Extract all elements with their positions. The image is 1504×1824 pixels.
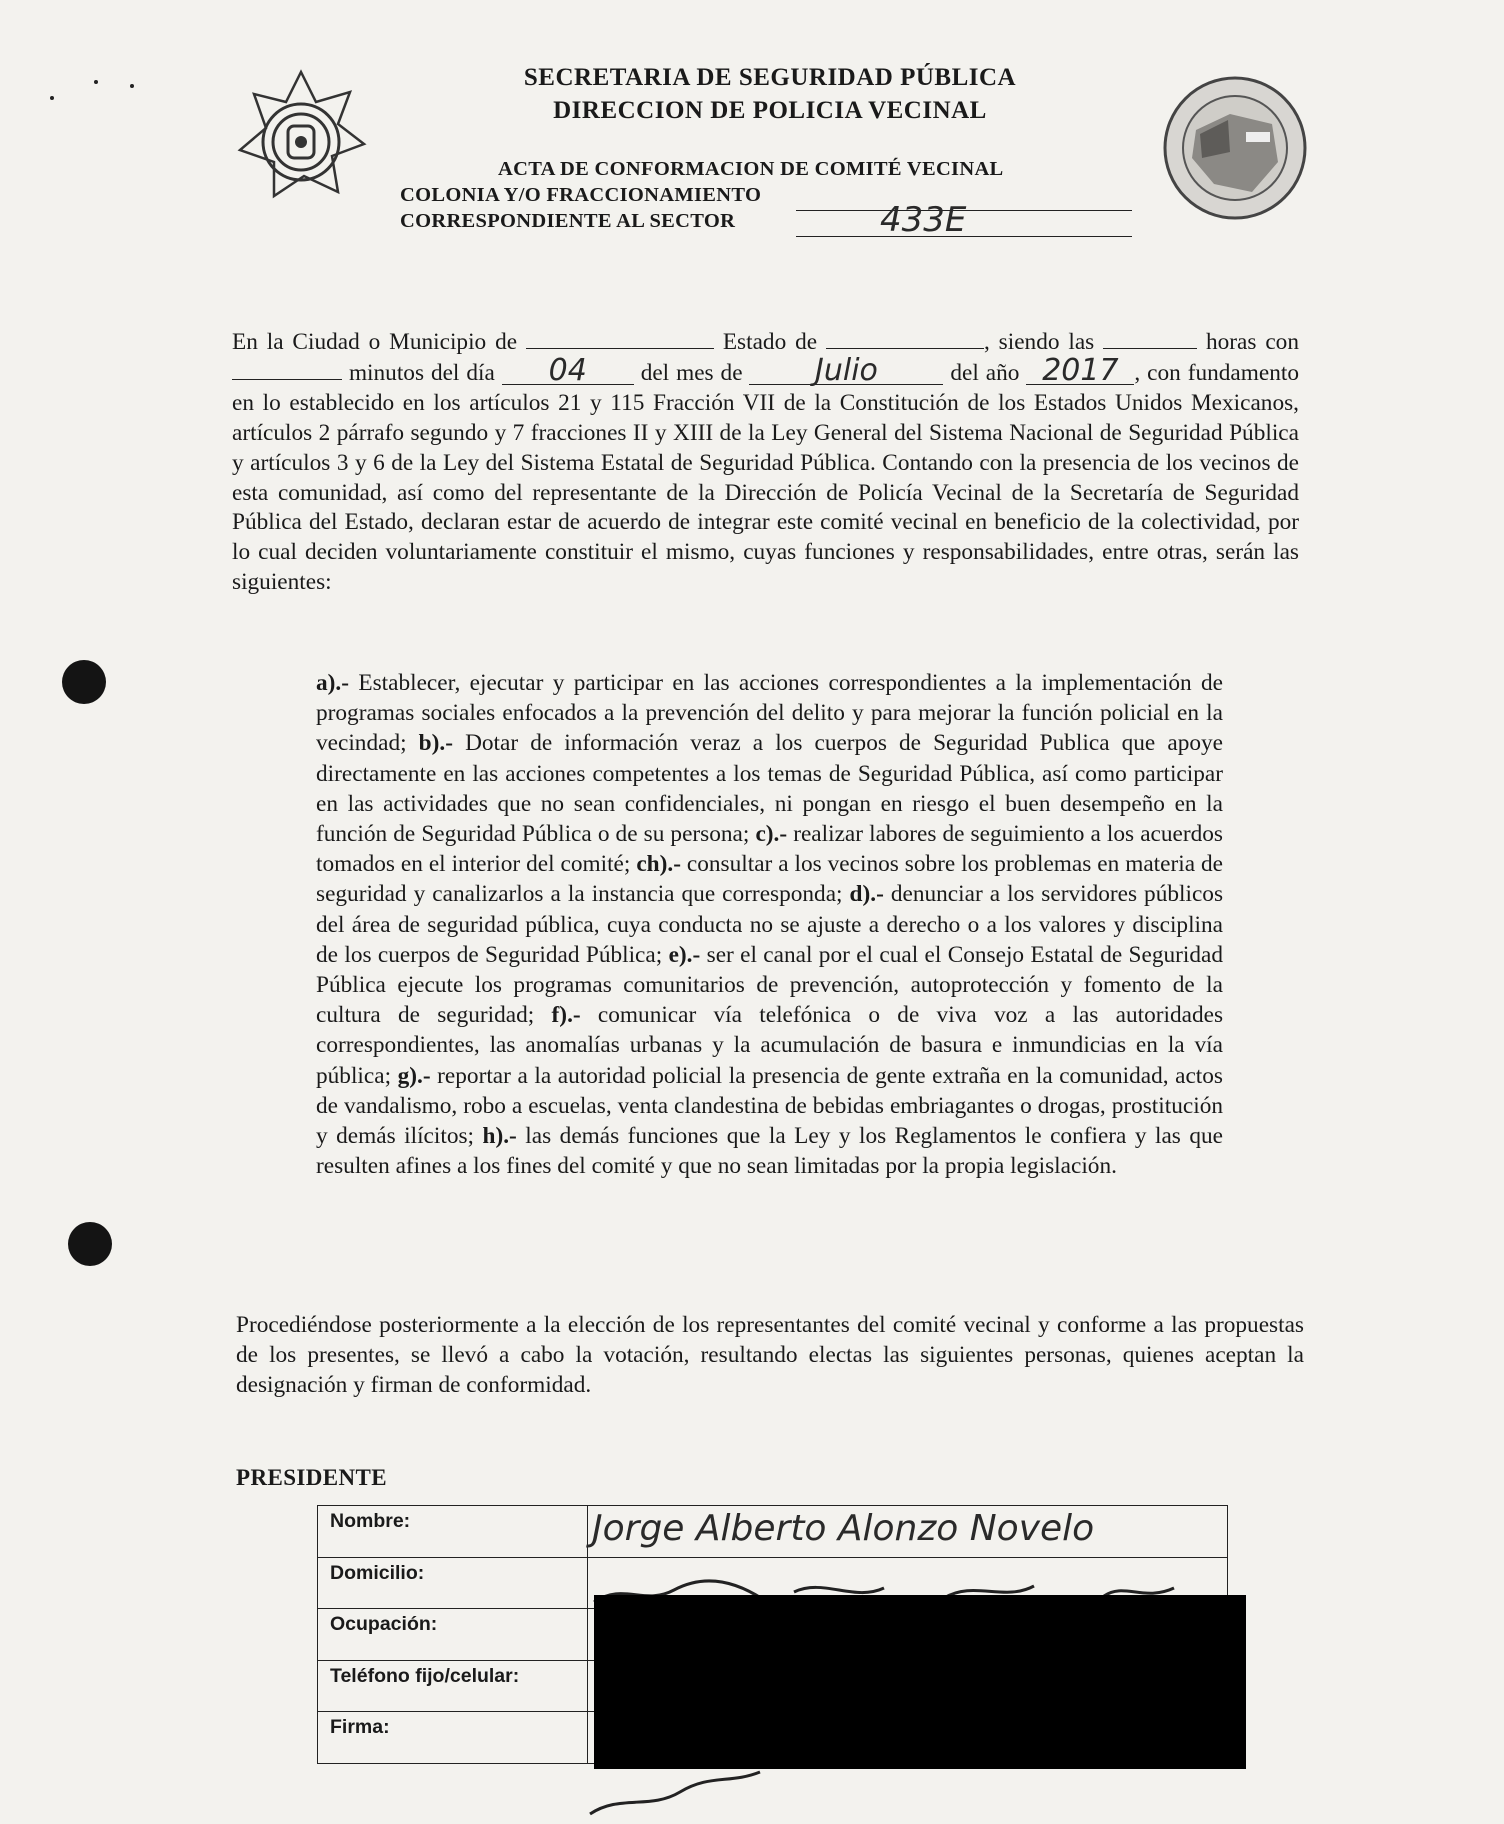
municipio-field <box>526 330 714 349</box>
nombre-label: Nombre: <box>318 1506 588 1558</box>
signature-stroke-icon <box>580 1764 780 1824</box>
sector-value: 433E <box>880 200 967 240</box>
anio-field: 2017 <box>1026 358 1134 385</box>
header-line-1: SECRETARIA DE SEGURIDAD PÚBLICA <box>523 64 1017 91</box>
header-line-2: DIRECCION DE POLICIA VECINAL <box>553 97 987 124</box>
table-row <box>318 1506 1228 1558</box>
telefono-label: Teléfono fijo/celular: <box>318 1660 588 1712</box>
ocupacion-label: Ocupación: <box>318 1609 588 1661</box>
binder-hole-upper <box>62 660 106 704</box>
redaction-block <box>594 1595 1246 1769</box>
minutos-field <box>232 361 342 380</box>
paper-speck <box>94 80 98 84</box>
paper-speck <box>50 96 54 100</box>
sector-label: CORRESPONDIENTE AL SECTOR <box>400 210 736 232</box>
horas-field <box>1103 330 1197 349</box>
colonia-label: COLONIA Y/O FRACCIONAMIENTO <box>400 184 762 206</box>
intro-paragraph: En la Ciudad o Municipio de Estado de , siendo las horas con minutos del día 04 del mes de Julio del año 2017 , con fundamento en lo establecido en los artículos 21 y 115 Fracción VII de la Constitución de los Estados Unidos Mexicanos, artículos 2 párrafo segundo y 7 fracciones II y XIII de la Ley General del Sistema Nacional de Seguridad Pública y artículos 3 y 6 de la Ley del Sistema Estatal de Seguridad Pública. Contando con la presencia de los vecinos de esta comunidad, así como del representante de la Dirección de Policía Vecinal de la Secretaría de Seguridad Pública del Estado, declaran estar de acuerdo de integrar este comité vecinal en beneficio de la colectividad, por lo cual deciden voluntariamente constituir el mismo, cuyas funciones y responsabilidades, entre otras, serán las siguientes: <box>232 329 1299 596</box>
acta-title: ACTA DE CONFORMACION DE COMITÉ VECINAL <box>498 158 1004 180</box>
election-paragraph: Procediéndose posteriormente a la elección de los representantes del comité vecinal y conforme a las propuestas de los presentes, se llevó a cabo la votación, resultando electas las siguientes personas, quienes aceptan la designación y firman de conformidad. <box>236 1312 1304 1398</box>
functions-list: a).- Establecer, ejecutar y participar en las acciones correspondientes a la implementación de programas sociales enfocados a la prevención del delito y para mejorar la función policial en la vecindad; b).- Dotar de información veraz a los cuerpos de Seguridad Publica que apoye directamente en las acciones competentes a los temas de Seguridad Pública, así como participar en las actividades que no sean confidenciales, ni pongan en riesgo el buen desempeño en la función de Seguridad Pública o de su persona; c).- realizar labores de seguimiento a los acuerdos tomados en el interior del comité; ch).- consultar a los vecinos sobre los problemas en materia de seguridad y canalizarlos a la instancia que corresponda; d).- denunciar a los servidores públicos del área de seguridad pública, cuya conducta no se ajuste a derecho o a los valores y disciplina de los cuerpos de Seguridad Pública; e).- ser el canal por el cual el Consejo Estatal de Seguridad Pública ejecute los programas comunitarios de prevención, autoprotección y fomento de la cultura de seguridad; f).- comunicar vía telefónica o de viva voz a las autoridades correspondientes, las anomalías urbanas y la acumulación de basura e inmundicias en la vía pública; g).- reportar a la autoridad policial la presencia de gente extraña en la comunidad, actos de vandalismo, robo a escuelas, venta clandestina de bebidas embriagantes o drogas, prostitución y demás ilícitos; h).- las demás funciones que la Ley y los Reglamentos le confiera y las que resulten afines a los fines del comité y que no sean limitadas por la propia legislación. <box>316 670 1224 1180</box>
dia-field: 04 <box>502 358 634 385</box>
binder-hole-lower <box>68 1222 112 1266</box>
estado-field <box>826 330 984 349</box>
mes-field: Julio <box>749 358 943 385</box>
nombre-value-cell <box>588 1506 1228 1558</box>
police-star-emblem-icon <box>234 64 368 214</box>
president-heading: PRESIDENTE <box>236 1465 387 1490</box>
consejo-estatal-seal-icon <box>1160 74 1310 222</box>
firma-label: Firma: <box>318 1712 588 1764</box>
nombre-value: Jorge Alberto Alonzo Novelo <box>592 1508 1095 1549</box>
paper-speck <box>130 84 134 88</box>
domicilio-label: Domicilio: <box>318 1557 588 1609</box>
